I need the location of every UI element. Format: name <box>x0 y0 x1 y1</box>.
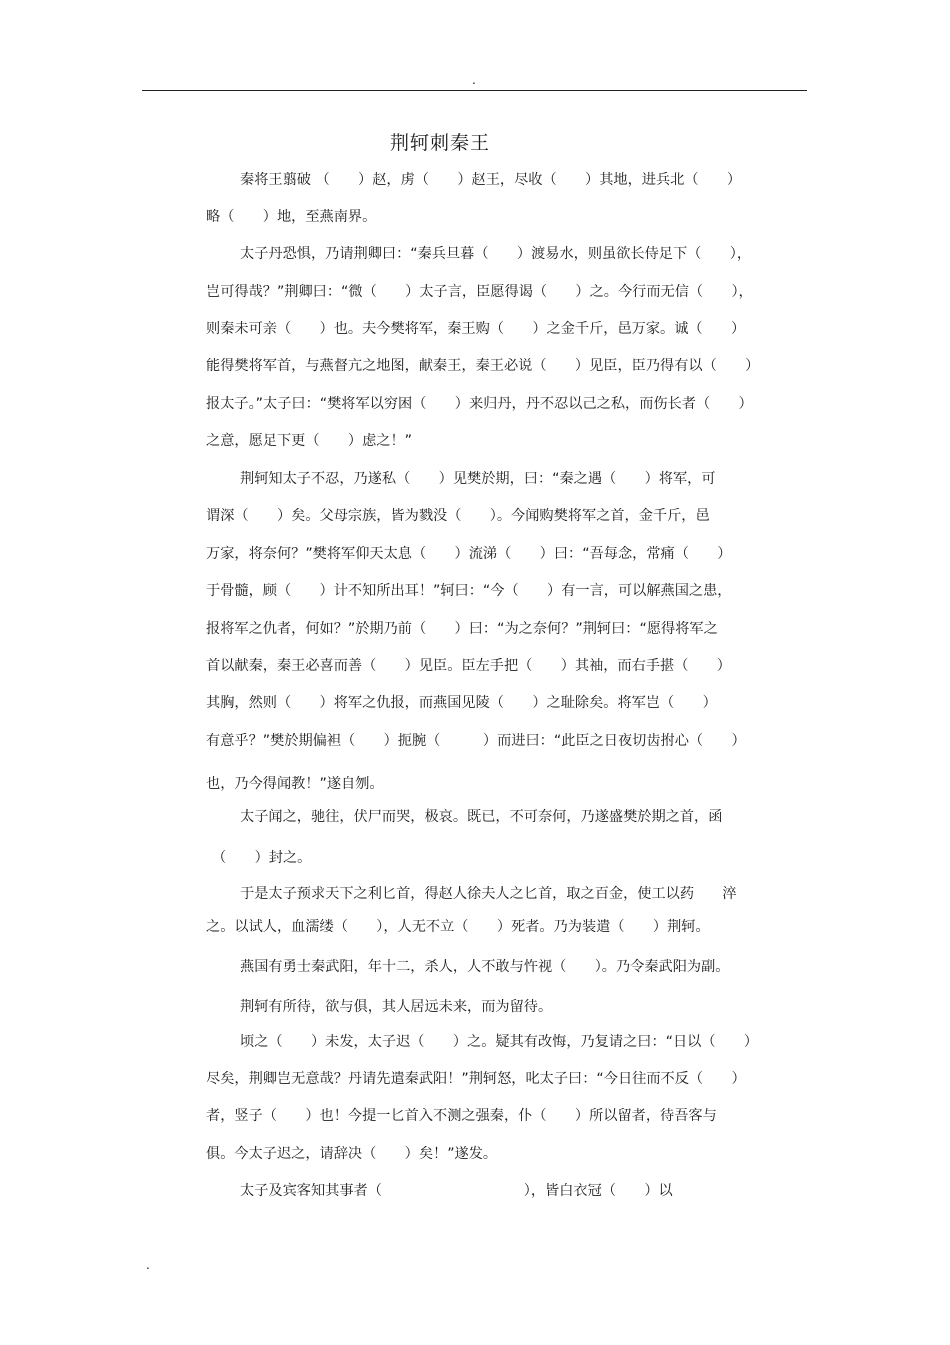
text-line: 尽矣，荆卿岂无意哉？丹请先遣秦武阳！”荆轲怒，叱太子曰：“今日往而不反（ ） <box>206 1071 746 1087</box>
text-line: 能得樊将军首，与燕督亢之地图，献秦王，秦王必说（ ）见臣，臣乃得有以（ ） <box>206 358 760 374</box>
text-line: 略（ ）地，至燕南界。 <box>206 209 377 225</box>
text-line: 太子及宾客知其事者（ ），皆白衣冠（ ）以 <box>240 1183 673 1199</box>
page-title: 荆轲刺秦王 <box>389 132 490 154</box>
text-line: 报太子。”太子曰：“樊将军以穷困（ ）来归丹，丹不忍以己之私，而伤长者（ ） <box>206 396 753 412</box>
text-line: 荆轲知太子不忍，乃遂私（ ）见樊於期，曰：“秦之遇（ ）将军，可 <box>240 471 716 487</box>
header-dot: . <box>472 73 476 87</box>
text-line: 有意乎？”樊於期偏袒（ ）扼腕（ ）而进曰：“此臣之日夜切齿拊心（ ） <box>206 733 746 749</box>
text-line: 万家，将奈何？”樊将军仰天太息（ ）流涕（ ）曰：“吾每念，常痛（ ） <box>206 546 732 562</box>
text-line: 谓深（ ）矣。父母宗族，皆为戮没（ ）。今闻购樊将军之首，金千斤，邑 <box>206 508 710 524</box>
text-line: 则秦未可亲（ ）也。夫今樊将军，秦王购（ ）之金千斤，邑万家。诚（ ） <box>206 321 746 337</box>
text-line: 顷之（ ）未发，太子迟（ ）之。疑其有改悔，乃复请之曰：“日以（ ） <box>240 1034 759 1050</box>
text-line: 燕国有勇士秦武阳，年十二，杀人，人不敢与忤视（ ）。乃令秦武阳为副。 <box>240 959 730 975</box>
footer-dot: . <box>146 1258 150 1272</box>
text-line: 之意，愿足下更（ ）虑之！” <box>206 433 412 449</box>
text-line: （ ）封之。 <box>212 850 312 866</box>
text-line: 于是太子预求天下之利匕首，得赵人徐夫人之匕首，取之百金，使工以药 淬 <box>240 886 737 902</box>
text-line: 也，乃今得闻教！”遂自刎。 <box>206 776 384 792</box>
text-line: 报将军之仇者，何如？”於期乃前（ ）曰：“为之奈何？”荆轲曰：“愿得将军之 <box>206 621 718 637</box>
text-line: 太子丹恐惧，乃请荆卿曰：“秦兵旦暮（ ）渡易水，则虽欲长侍足下（ ）， <box>240 246 752 262</box>
header-rule <box>142 90 807 91</box>
text-line: 岂可得哉？”荆卿曰：“微（ ）太子言，臣愿得谒（ ）之。今行而无信（ ）， <box>206 284 753 300</box>
text-line: 太子闻之，驰往，伏尸而哭，极哀。既已，不可奈何，乃遂盛樊於期之首，函 <box>240 809 723 825</box>
text-line: 于骨髓，顾（ ）计不知所出耳！”轲曰：“今（ ）有一言，可以解燕国之患， <box>206 583 732 599</box>
text-line: 之。以试人，血濡缕（ ），人无不立（ ）死者。乃为装遣（ ）荆轲。 <box>206 919 710 935</box>
text-line: 俱。今太子迟之，请辞决（ ）矣！”遂发。 <box>206 1146 498 1162</box>
text-line: 其胸，然则（ ）将军之仇报，而燕国见陵（ ）之耻除矣。将军岂（ ） <box>206 695 717 711</box>
text-line: 荆轲有所待，欲与俱，其人居远未来，而为留待。 <box>240 999 553 1015</box>
text-line: 秦将王翦破 （ ）赵，虏（ ）赵王，尽收（ ）其地，进兵北（ ） <box>240 172 742 188</box>
text-line: 者，竖子（ ）也！今提一匕首入不测之强秦，仆（ ）所以留者，待吾客与 <box>206 1108 717 1124</box>
text-line: 首以献秦，秦王必喜而善（ ）见臣。臣左手把（ ）其袖，而右手揕（ ） <box>206 658 731 674</box>
